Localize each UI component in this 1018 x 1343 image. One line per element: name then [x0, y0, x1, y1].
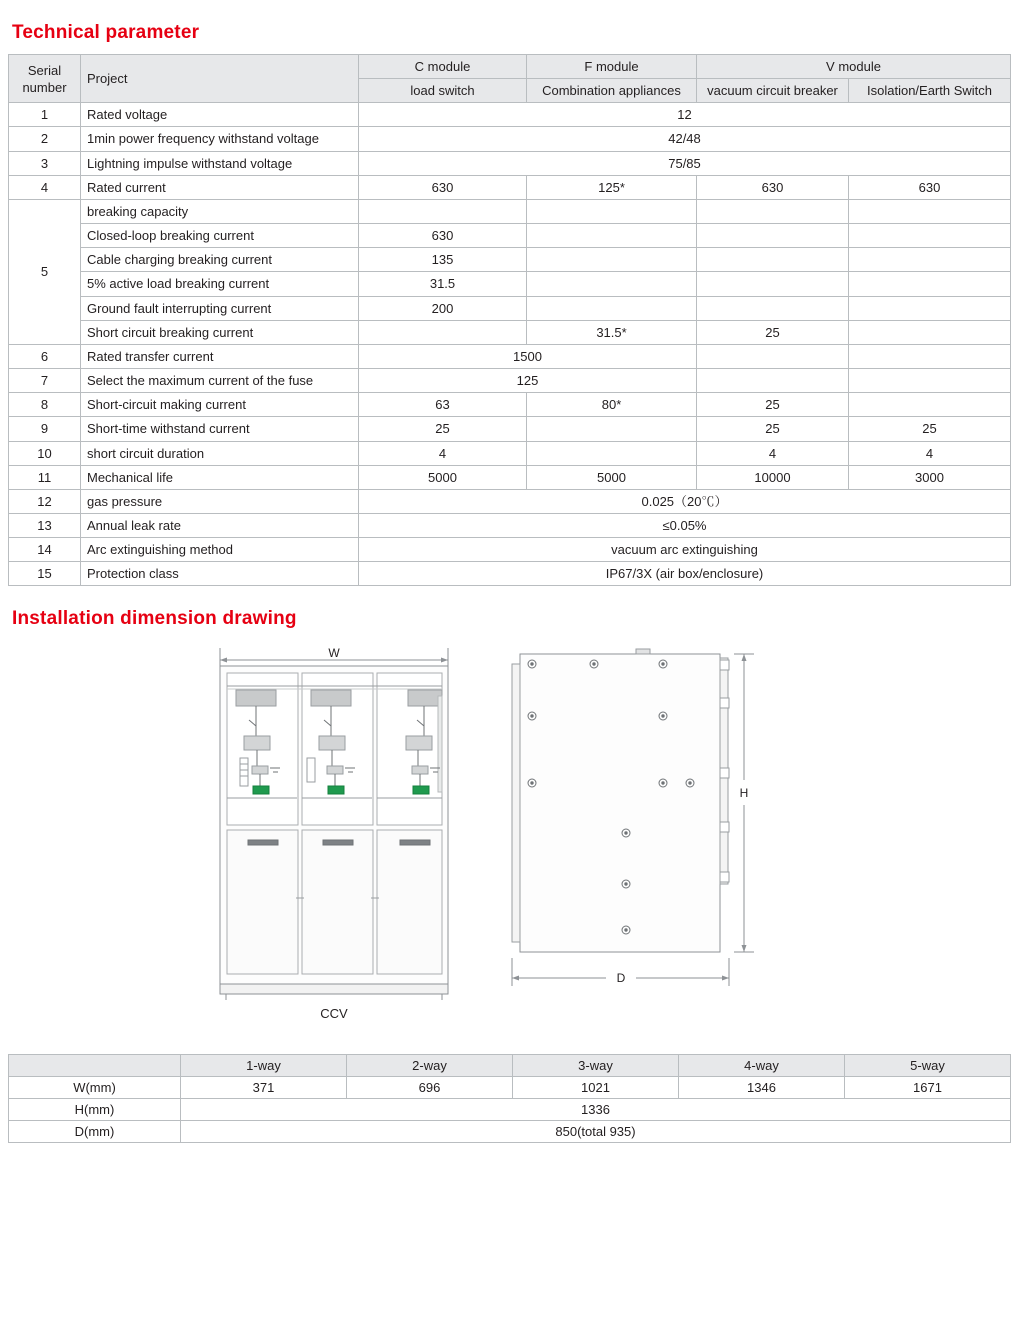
cell-row-label: W(mm)	[9, 1077, 181, 1099]
page-title-installation-dimension-drawing: Installation dimension drawing	[12, 608, 297, 630]
installation-dimension-drawing	[8, 640, 1010, 1040]
header-f-module: F module	[527, 55, 697, 79]
cell-value-v2	[849, 296, 1011, 320]
cell-value-f: 5000	[527, 465, 697, 489]
cell-value-v1	[697, 369, 849, 393]
dimension-header-1-way: 1-way	[181, 1055, 347, 1077]
cell-value-c: 630	[359, 175, 527, 199]
cell-value-f	[527, 296, 697, 320]
cell-serial: 13	[9, 513, 81, 537]
technical-parameter-table	[8, 54, 1011, 586]
cell-serial: 8	[9, 393, 81, 417]
cell-value-v2: 3000	[849, 465, 1011, 489]
cell-value-cf: 125	[359, 369, 697, 393]
cell-value-v1	[697, 199, 849, 223]
cell-value-c: 63	[359, 393, 527, 417]
cell-value-all: vacuum arc extinguishing	[359, 538, 1011, 562]
cell-value-f	[527, 417, 697, 441]
cell-serial: 1	[9, 103, 81, 127]
cell-serial: 10	[9, 441, 81, 465]
cell-value-all: 75/85	[359, 151, 1011, 175]
cell-value-v2: 630	[849, 175, 1011, 199]
cell-value-v2	[849, 272, 1011, 296]
cell-project: Annual leak rate	[81, 513, 359, 537]
header-project: Project	[81, 55, 359, 103]
dimension-table	[8, 1054, 1011, 1143]
cell-project: Arc extinguishing method	[81, 538, 359, 562]
cell-project: Short-circuit making current	[81, 393, 359, 417]
cell-w-4way: 1346	[679, 1077, 845, 1099]
cell-serial: 2	[9, 127, 81, 151]
header-load-switch: load switch	[359, 79, 527, 103]
table-row	[9, 127, 1011, 151]
cell-project: Select the maximum current of the fuse	[81, 369, 359, 393]
cell-w-2way: 696	[347, 1077, 513, 1099]
table-row	[9, 562, 1011, 586]
cell-value-all: 12	[359, 103, 1011, 127]
cell-serial: 5	[9, 199, 81, 344]
cell-value-v1	[697, 296, 849, 320]
cell-value-v1: 25	[697, 417, 849, 441]
table-row	[9, 465, 1011, 489]
table-row	[9, 441, 1011, 465]
cell-value-f	[527, 199, 697, 223]
header-isolation-earth-switch: Isolation/Earth Switch	[849, 79, 1011, 103]
cell-project: breaking capacity	[81, 199, 359, 223]
dim-line-h	[734, 654, 754, 952]
cell-w-3way: 1021	[513, 1077, 679, 1099]
cell-value-c: 135	[359, 248, 527, 272]
cell-serial: 7	[9, 369, 81, 393]
cell-project: Ground fault interrupting current	[81, 296, 359, 320]
cell-value-v1: 630	[697, 175, 849, 199]
cell-value-c: 5000	[359, 465, 527, 489]
table-header-row-1	[9, 55, 1011, 79]
dim-label-w: W	[328, 646, 340, 661]
cell-serial: 6	[9, 344, 81, 368]
cell-project: Protection class	[81, 562, 359, 586]
table-row	[9, 1099, 1011, 1121]
table-row	[9, 344, 1011, 368]
header-serial-number: Serial number	[9, 55, 81, 103]
table-row	[9, 538, 1011, 562]
cell-serial: 12	[9, 489, 81, 513]
cell-serial: 11	[9, 465, 81, 489]
header-combination-appliances: Combination appliances	[527, 79, 697, 103]
cell-value-c: 200	[359, 296, 527, 320]
cell-w-1way: 371	[181, 1077, 347, 1099]
cell-project: Rated voltage	[81, 103, 359, 127]
dimension-header-3-way: 3-way	[513, 1055, 679, 1077]
cell-value-v2	[849, 369, 1011, 393]
cell-value-v1	[697, 272, 849, 296]
cell-value-f: 31.5*	[527, 320, 697, 344]
cell-value-v1: 25	[697, 320, 849, 344]
table-row	[9, 175, 1011, 199]
dimension-header-5-way: 5-way	[845, 1055, 1011, 1077]
cell-value-all: IP67/3X (air box/enclosure)	[359, 562, 1011, 586]
cell-project: short circuit duration	[81, 441, 359, 465]
table-row	[9, 320, 1011, 344]
cell-value-f	[527, 272, 697, 296]
cell-value-c	[359, 320, 527, 344]
cell-row-label: H(mm)	[9, 1099, 181, 1121]
cell-value-v1: 4	[697, 441, 849, 465]
dimension-header-row	[9, 1055, 1011, 1077]
cell-value-c: 4	[359, 441, 527, 465]
cell-value-v1: 25	[697, 393, 849, 417]
cell-project: Rated current	[81, 175, 359, 199]
cell-value-v1	[697, 344, 849, 368]
cell-value-c	[359, 199, 527, 223]
cell-project: Rated transfer current	[81, 344, 359, 368]
cell-value-all: 42/48	[359, 127, 1011, 151]
dim-label-h: H	[739, 786, 749, 801]
cell-value-cf: 1500	[359, 344, 697, 368]
table-row	[9, 199, 1011, 223]
cell-value-v1	[697, 248, 849, 272]
cell-w-5way: 1671	[845, 1077, 1011, 1099]
table-row	[9, 1121, 1011, 1143]
table-row	[9, 393, 1011, 417]
table-row	[9, 296, 1011, 320]
cell-h-all: 1336	[181, 1099, 1011, 1121]
table-row	[9, 151, 1011, 175]
table-row	[9, 513, 1011, 537]
cell-value-v2	[849, 344, 1011, 368]
cell-project: 5% active load breaking current	[81, 272, 359, 296]
cell-value-c: 25	[359, 417, 527, 441]
cell-row-label: D(mm)	[9, 1121, 181, 1143]
cell-value-c: 630	[359, 224, 527, 248]
table-row	[9, 417, 1011, 441]
cell-value-f	[527, 441, 697, 465]
dimension-header-4-way: 4-way	[679, 1055, 845, 1077]
cell-project: gas pressure	[81, 489, 359, 513]
cell-value-v2	[849, 199, 1011, 223]
header-v-module: V module	[697, 55, 1011, 79]
drawing-svg	[8, 640, 1010, 1038]
dimension-header-2-way: 2-way	[347, 1055, 513, 1077]
cell-value-v2	[849, 248, 1011, 272]
cell-value-all: 0.025（20℃）	[359, 489, 1011, 513]
cell-serial: 9	[9, 417, 81, 441]
cell-project: Mechanical life	[81, 465, 359, 489]
header-c-module: C module	[359, 55, 527, 79]
cell-value-f: 125*	[527, 175, 697, 199]
cell-project: Short circuit breaking current	[81, 320, 359, 344]
cell-value-v2	[849, 320, 1011, 344]
cell-value-v1	[697, 224, 849, 248]
cell-value-v2	[849, 393, 1011, 417]
page-title-technical-parameter: Technical parameter	[12, 22, 200, 43]
cell-serial: 4	[9, 175, 81, 199]
cell-project: Short-time withstand current	[81, 417, 359, 441]
cell-value-v1: 10000	[697, 465, 849, 489]
cell-value-f	[527, 224, 697, 248]
cell-project: Lightning impulse withstand voltage	[81, 151, 359, 175]
dim-label-d: D	[616, 971, 626, 986]
cell-d-all: 850(total 935)	[181, 1121, 1011, 1143]
cell-project: Cable charging breaking current	[81, 248, 359, 272]
cell-value-v2	[849, 224, 1011, 248]
table-row	[9, 103, 1011, 127]
cell-value-f: 80*	[527, 393, 697, 417]
document-page	[0, 22, 1018, 1143]
cell-serial: 14	[9, 538, 81, 562]
header-vacuum-circuit-breaker: vacuum circuit breaker	[697, 79, 849, 103]
dimension-header-corner	[9, 1055, 181, 1077]
cell-value-v2: 4	[849, 441, 1011, 465]
table-row	[9, 224, 1011, 248]
table-row	[9, 272, 1011, 296]
cell-value-all: ≤0.05%	[359, 513, 1011, 537]
table-row	[9, 1077, 1011, 1099]
table-row	[9, 369, 1011, 393]
cell-project: Closed-loop breaking current	[81, 224, 359, 248]
cell-project: 1min power frequency withstand voltage	[81, 127, 359, 151]
cell-value-c: 31.5	[359, 272, 527, 296]
front-view-label: CCV	[320, 1006, 348, 1022]
cell-value-f	[527, 248, 697, 272]
cell-serial: 15	[9, 562, 81, 586]
table-row	[9, 248, 1011, 272]
table-row	[9, 489, 1011, 513]
cell-value-v2: 25	[849, 417, 1011, 441]
cell-serial: 3	[9, 151, 81, 175]
